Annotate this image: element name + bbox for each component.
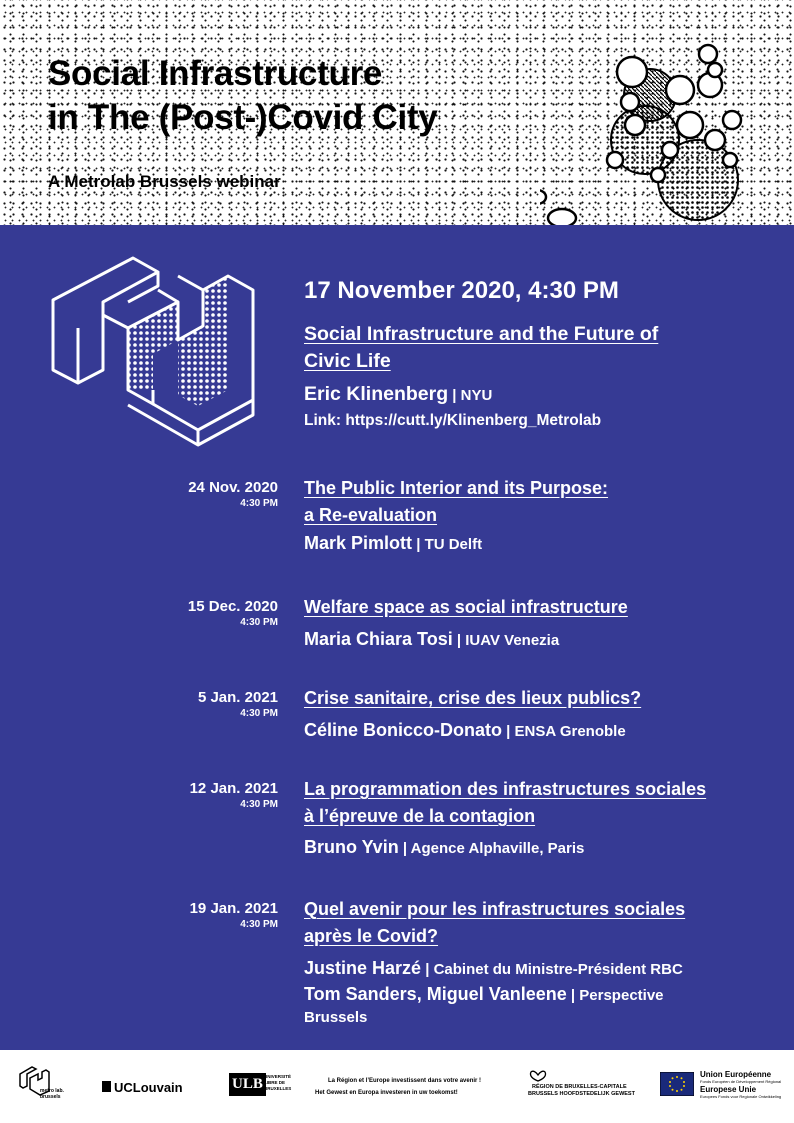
event-2-time: 4:30 PM: [240, 617, 278, 628]
event-2-date-text: 15 Dec. 2020: [187, 598, 278, 615]
event-1-date: [188, 479, 278, 509]
event-5-speaker-2: Tom Sanders, Miguel Vanleene: [304, 984, 567, 1004]
eu-label-nl: Europese Unie: [700, 1085, 757, 1094]
event-5-affiliation: | Cabinet du Ministre-Président RBC: [421, 961, 683, 978]
region-text-nl: Het Gewest en Europa investeren in uw toekomst!: [315, 1090, 458, 1096]
event-4-time: 4:30 PM: [240, 799, 278, 810]
event-5-affiliation-2: | Perspective: [566, 987, 664, 1004]
main-event-date: 17 November 2020, 4:30 PM: [304, 277, 619, 304]
brussels-region-nl: BRUSSELS HOOFDSTEDELIJK GEWEST: [528, 1091, 635, 1097]
eu-sub-nl: Europees Fonds voor Regionale Ontwikkeling: [700, 1094, 782, 1099]
event-1-title-line-1[interactable]: The Public Interior and its Purpose:: [304, 478, 609, 498]
event-2-speaker: Maria Chiara Tosi: [304, 629, 453, 649]
main-event-link[interactable]: Link: https://cutt.ly/Klinenberg_Metrolab: [304, 412, 602, 429]
event-4-speaker: Bruno Yvin: [304, 837, 399, 857]
event-5-speaker: Justine Harzé: [304, 958, 422, 978]
uclouvain-logo: UCLouvain: [114, 1080, 183, 1095]
event-4-title-line-1[interactable]: La programmation des infrastructures sociales: [304, 779, 707, 799]
subtitle: A Metrolab Brussels webinar: [48, 172, 281, 191]
event-4-affiliation: | Agence Alphaville, Paris: [398, 840, 585, 857]
main-event-title-line-2[interactable]: Civic Life: [304, 350, 391, 372]
event-5-title-line-1[interactable]: Quel avenir pour les infrastructures sociales: [304, 899, 686, 919]
title-line-1: Social Infrastructure: [48, 54, 383, 93]
event-5-date: [190, 900, 278, 930]
metrolab-label: metro lab. brussels: [40, 1088, 64, 1100]
event-1-title-line-2[interactable]: a Re-evaluation: [304, 505, 438, 525]
footer-logos: [0, 1050, 794, 1123]
uclouvain-mark-icon: [102, 1081, 111, 1092]
event-4-date-text: 12 Jan. 2021: [189, 780, 278, 797]
iris-icon: [527, 1070, 549, 1082]
event-3-affiliation: | ENSA Grenoble: [502, 723, 626, 740]
main-event-affiliation: | NYU: [448, 387, 493, 404]
event-1-affiliation: | TU Delft: [412, 536, 483, 553]
event-1-time: 4:30 PM: [240, 498, 278, 509]
event-5-title-line-2[interactable]: après le Covid?: [304, 926, 439, 946]
page-title: [48, 52, 437, 140]
event-2-date: [188, 598, 278, 628]
event-1-speaker: Mark Pimlott: [304, 533, 413, 553]
region-text-fr: La Région et l’Europe investissent dans votre avenir !: [328, 1078, 482, 1084]
event-3-date-text: 5 Jan. 2021: [197, 689, 278, 706]
event-3-date: [198, 689, 278, 719]
event-2-title-line-1[interactable]: Welfare space as social infrastructure: [304, 597, 628, 617]
eu-label-fr: Union Européenne: [700, 1070, 772, 1079]
eu-sub-fr: Fonds Européen de Développement Régional: [700, 1079, 782, 1084]
main-event-speaker: Eric Klinenberg: [304, 383, 449, 405]
eu-flag-icon: [660, 1072, 694, 1096]
metrolab-cube-logo-icon: [48, 240, 263, 455]
main-event-title-line-1[interactable]: Social Infrastructure and the Future of: [304, 323, 659, 345]
event-2-affiliation: | IUAV Venezia: [452, 632, 560, 649]
title-line-2: in The (Post-)Covid City: [48, 98, 438, 137]
event-5-date-text: 19 Jan. 2021: [189, 900, 278, 917]
event-1-date-text: 24 Nov. 2020: [188, 479, 278, 496]
event-5-time: 4:30 PM: [240, 919, 278, 930]
brussels-region-fr: RÉGION DE BRUXELLES-CAPITALE: [532, 1084, 627, 1090]
header-dotted-area: [0, 0, 794, 225]
event-4-date: [190, 780, 278, 810]
event-4-title-line-2[interactable]: à l’épreuve de la contagion: [304, 806, 536, 826]
ulb-logo: ULB: [229, 1073, 266, 1096]
bubbles-illustration-icon: [540, 40, 780, 240]
ulb-subtitle: UNIVERSITÉ LIBRE DE BRUXELLES: [264, 1074, 292, 1091]
program-panel: [0, 225, 794, 1050]
event-3-time: 4:30 PM: [240, 708, 278, 719]
event-3-speaker: Céline Bonicco-Donato: [304, 720, 503, 740]
event-5-affiliation-2-line-2: Brussels: [304, 1009, 368, 1026]
event-3-title-line-1[interactable]: Crise sanitaire, crise des lieux publics?: [304, 688, 642, 708]
